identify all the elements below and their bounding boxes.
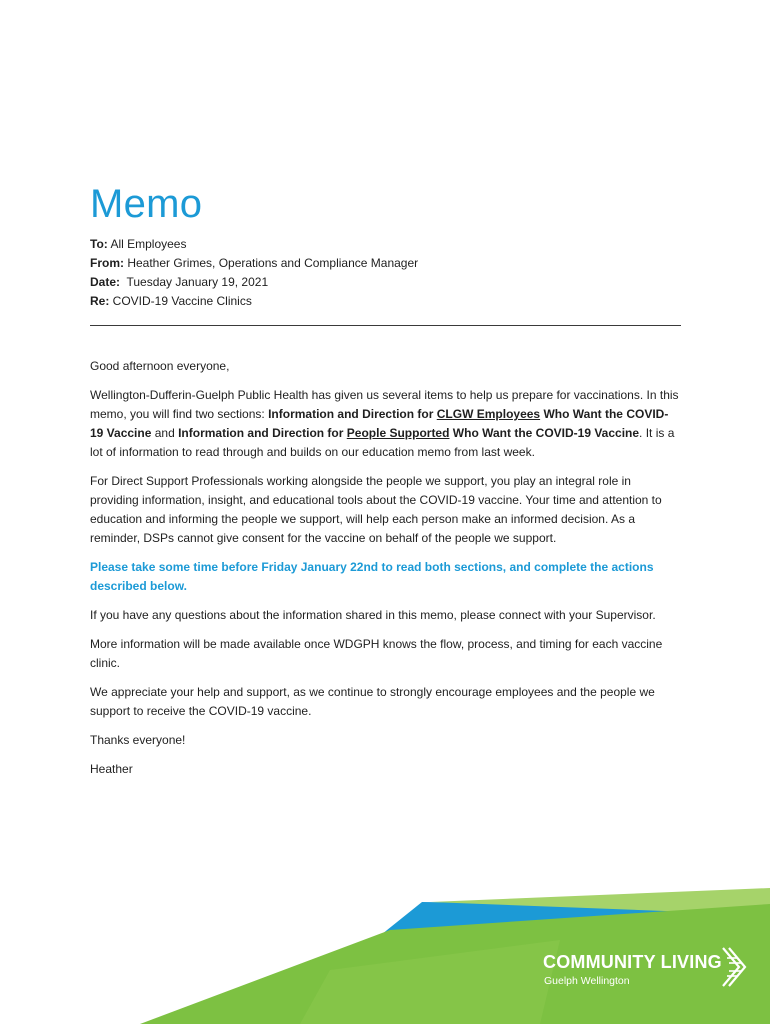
memo-body — [90, 357, 680, 789]
paragraph-appreciation: We appreciate your help and support, as we continue to strongly encourage employees and the people we support to receive the COVID-19 vaccine. — [90, 685, 655, 718]
logo-chevron-icon — [719, 944, 749, 990]
p1-text-2: and — [151, 426, 179, 440]
paragraph-sections — [90, 386, 680, 462]
p1-underline-employees: CLGW Employees — [436, 407, 541, 421]
greeting: Good afternoon everyone, — [90, 359, 230, 373]
p1-text-3: . It is a lot of information to read through and builds on our education memo from last week. — [90, 426, 675, 459]
date-value: Tuesday January 19, 2021 — [120, 275, 269, 289]
to-value: All Employees — [107, 237, 187, 251]
logo-subtitle: Guelph Wellington — [544, 975, 630, 987]
p1-underline-people: People Supported — [346, 426, 450, 440]
re-value: COVID-19 Vaccine Clinics — [109, 294, 252, 308]
p1-text-1: Wellington-Dufferin-Guelph Public Health has given us several items to help us prepare for vaccinations. In this memo, you will find two sections: — [90, 388, 679, 421]
p1-bold-4: Who Want the COVID-19 Vaccine — [449, 426, 640, 440]
re-line — [90, 292, 690, 311]
community-living-logo — [543, 948, 753, 996]
to-line — [90, 235, 690, 254]
from-label: From: — [90, 256, 124, 270]
to-label: To: — [90, 237, 108, 251]
p1-bold-1: Information and Direction for — [268, 407, 437, 421]
paragraph-more-info: More information will be made available once WDGPH knows the flow, process, and timing for each vaccine clinic. — [90, 637, 663, 670]
thanks-line: Thanks everyone! — [90, 733, 186, 747]
date-line — [90, 273, 690, 292]
header-divider — [90, 325, 681, 326]
from-line — [90, 254, 690, 273]
signoff: Heather — [90, 762, 133, 776]
paragraph-call-to-action: Please take some time before Friday January 22nd to read both sections, and complete the actions described below. — [90, 560, 654, 593]
date-label: Date: — [90, 275, 121, 289]
paragraph-questions: If you have any questions about the information shared in this memo, please connect with your Supervisor. — [90, 608, 656, 622]
p1-bold-2: Who Want the COVID-19 Vaccine — [90, 407, 669, 440]
memo-title: Memo — [90, 182, 203, 226]
memo-header — [90, 235, 690, 311]
paragraph-dsp: For Direct Support Professionals working alongside the people we support, you play an integral role in providing information, insight, and educational tools about the COVID-19 vaccine. Your time and attention to education and informing the people we support, will help each person make an informed decision. As a reminder, DSPs cannot give consent for the vaccine on behalf of the people we support. — [90, 474, 662, 545]
re-label: Re: — [90, 294, 110, 308]
from-value: Heather Grimes, Operations and Compliance Manager — [124, 256, 419, 270]
p1-bold-3: Information and Direction for — [178, 426, 347, 440]
logo-name: COMMUNITY LIVING — [543, 952, 722, 972]
